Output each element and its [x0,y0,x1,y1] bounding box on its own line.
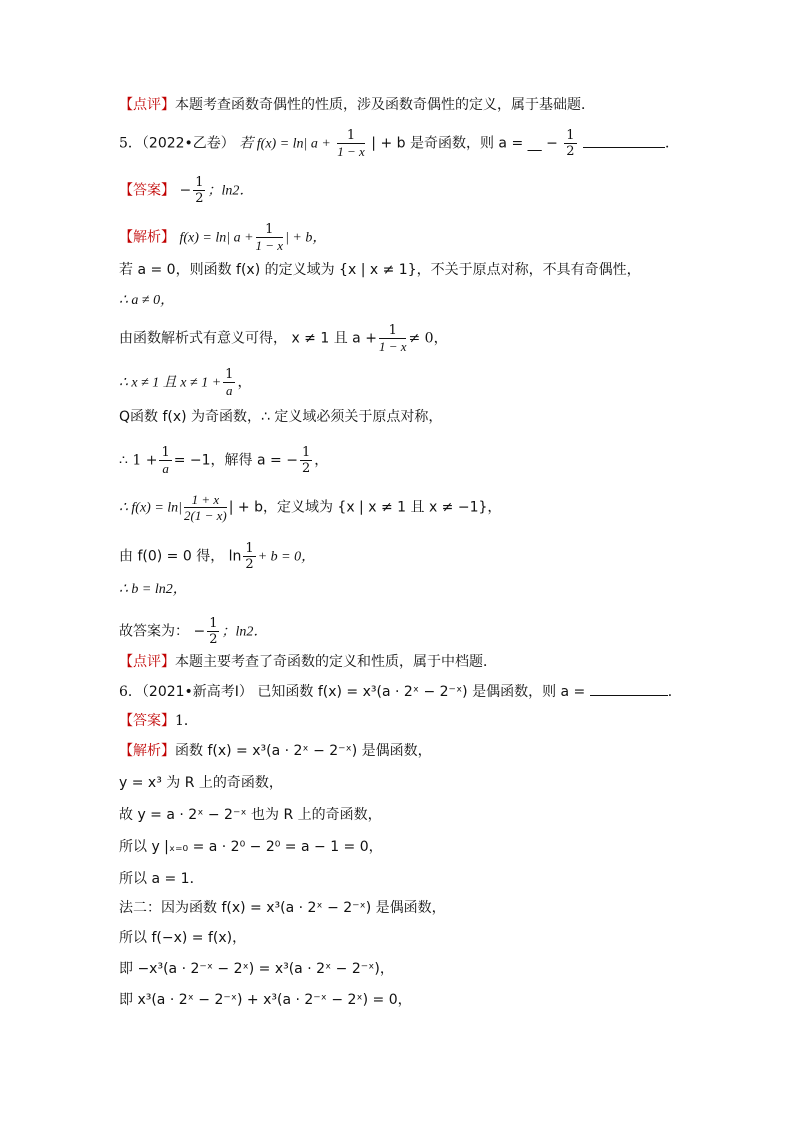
step-line: 故 y = a · 2ˣ − 2⁻ˣ 也为 R 上的奇函数， [119,807,382,823]
l6-fraction-b: $\frac{1}{2}$ [301,445,311,476]
comment-text: 本题主要考查了奇函数的定义和性质，属于中档题． [175,654,497,670]
q6-answer-blank [590,681,668,696]
question-number: 5． [119,135,142,152]
answer-6: 【答案】1． [119,713,198,729]
l4-fraction: $\frac{1}{a}$ [225,367,234,398]
question-source: （2021•新高考Ⅰ） [141,684,253,700]
comment-2 [119,652,497,672]
q5-expr-pre: 若 f(x) = ln| a + [239,136,331,152]
l7-fraction: $\frac{1 + x}{2(1 - x)}$ [184,492,227,523]
analysis-tag: 【解析】 [119,229,175,246]
analysis-6: 【解析】函数 f(x) = x³(a · 2ˣ − 2⁻ˣ) 是偶函数， [119,743,432,759]
step-line: ∴ 1 + $\frac{1}{a}$ = −1，解得 a = − $\frac{1}{2}$ ， [119,445,329,476]
step-line: 所以 y |ₓ₌₀ = a · 2⁰ − 2⁰ = a − 1 = 0， [119,839,383,855]
step-line: y = x³ 为 R 上的奇函数， [119,775,283,791]
step-line: 即 x³(a · 2ˣ − 2⁻ˣ) + x³(a · 2⁻ˣ − 2ˣ) = 0， [119,992,412,1008]
q5-answer-fraction: $\frac{1}{2}$ [566,128,575,159]
comment-tag: 【点评】 [119,654,175,670]
l10-fraction: $\frac{1}{2}$ [209,616,218,647]
q5-expr-post: | + b 是奇函数，则 a = __ − [371,135,558,152]
answer-fraction: $\frac{1}{2}$ [195,175,204,206]
l6-fraction-a: $\frac{1}{a}$ [161,445,170,476]
comment-text: 本题考查函数奇偶性的性质，涉及函数奇偶性的定义，属于基础题． [175,97,595,113]
step-line: 由 f(0) = 0 得， ln $\frac{1}{2}$ + b = 0， [119,541,316,572]
analysis-5: 【解析】 f(x) = ln| a + $\frac{1}{1 - x}$ | + b， [119,222,327,253]
l8-fraction: $\frac{1}{2}$ [245,541,254,572]
step-line: 即 −x³(a · 2⁻ˣ − 2ˣ) = x³(a · 2ˣ − 2⁻ˣ)， [119,961,394,977]
question-5: 5．（2022•乙卷） 若 f(x) = ln| a + $\frac{1}{1 - x}$ | + b 是奇函数，则 a = __ − $\frac{1}{2}$ ． [119,128,679,159]
comment-1 [119,95,595,115]
step-line: 由函数解析式有意义可得， x ≠ 1 且 a + $\frac{1}{1 - x}$ ≠ 0， [119,323,448,354]
step-line: 法二：因为函数 f(x) = x³(a · 2ˣ − 2⁻ˣ) 是偶函数， [119,900,446,916]
q6-text: 已知函数 f(x) = x³(a · 2ˣ − 2⁻ˣ) 是偶函数，则 a = [257,684,586,700]
step-line: 故答案为： − $\frac{1}{2}$ ；ln2． [119,616,268,647]
step-line: ∴ x ≠ 1 且 x ≠ 1 + $\frac{1}{a}$ ， [119,367,252,398]
step-line: Q函数 f(x) 为奇函数，∴ 定义域必须关于原点对称， [119,409,443,425]
q5-fraction: $\frac{1}{1 - x}$ [337,128,365,159]
q5-answer-blank [583,133,665,148]
analysis-tag: 【解析】 [119,743,175,759]
answer-5: 【答案】 − $\frac{1}{2}$ ；ln2． [119,175,254,206]
question-source: （2022•乙卷） [141,135,235,152]
j5-fraction: $\frac{1}{1 - x}$ [255,222,284,253]
step-line: ∴ a ≠ 0， [119,293,175,308]
question-number: 6． [119,684,142,700]
step-line: 若 a = 0，则函数 f(x) 的定义域为 {x | x ≠ 1}，不关于原点对称，不具有奇偶性， [119,262,641,278]
step-line: ∴ b = ln2， [119,582,187,597]
step-line: 所以 a = 1． [119,871,204,887]
comment-tag: 【点评】 [119,97,175,113]
l3-fraction: $\frac{1}{1 - x}$ [378,323,407,354]
step-line: 所以 f(−x) = f(x)， [119,930,247,946]
answer-tag: 【答案】 [119,713,175,729]
step-line: ∴ f(x) = ln| $\frac{1 + x}{2(1 - x)}$ | + b，定义域为 {x | x ≠ 1 且 x ≠ −1}， [119,492,502,523]
answer-tag: 【答案】 [119,182,175,199]
question-6: 6．（2021•新高考Ⅰ） 已知函数 f(x) = x³(a · 2ˣ − 2⁻ˣ) 是偶函数，则 a = ． [119,681,682,702]
